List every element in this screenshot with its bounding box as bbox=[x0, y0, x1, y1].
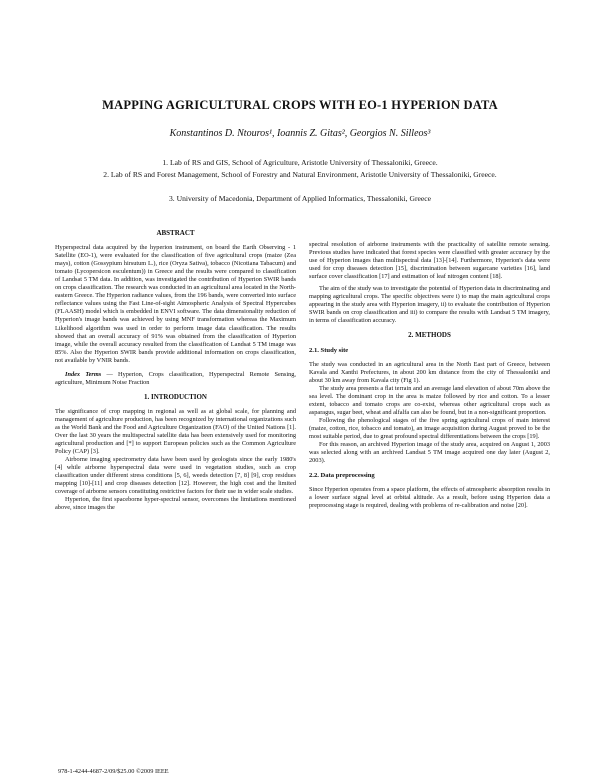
intro-continued-paragraph-2: The aim of the study was to investigate the potential of Hyperion data in discriminating and mapping agricultural crops. The specific objectives were i) to map the main agricultural crops appearing in the study area with Hyperion imagery, ii) to evaluate the contribution of Hyperion SWIR bands on crop classification and iii) to compare the results with Landsat 5 TM imagery, in terms of classification accuracy. bbox=[309, 285, 551, 325]
intro-paragraph-1: The significance of crop mapping in regional as well as at global scale, for planning and management of agriculture production, has been recognized by international organizations such as the World Bank and the Food and Agriculture Organization (FAO) of the United Nations [1]. Over the last 30 years the multispectral satellite data has been extensively used for monitoring agricultural production and [*] to support European policies such as the Common Agriculture Policy (CAP) [3]. bbox=[55, 407, 296, 456]
study-site-paragraph-4: For this reason, an archived Hyperion image of the study area, acquired on August 1, 2003 was selected along with an archived Landsat 5 TM image acquired one day later (August 2, 2003). bbox=[309, 441, 550, 465]
paper-title: MAPPING AGRICULTURAL CROPS WITH EO-1 HYPERION DATA bbox=[102, 98, 498, 112]
affiliation-3: 3. University of Macedonia, Department of Applied Informatics, Thessaloniki, Greece bbox=[169, 194, 431, 203]
study-site-paragraph-3: Following the phenological stages of the five spring agricultural crops of main interest (maize, cotton, rice, tobacco and tomato), an image acquisition during August proved to be the most suitable period, due to great profound spectral differentiations between the crops [19]. bbox=[309, 416, 550, 440]
left-column bbox=[55, 223, 296, 513]
abstract-text: Hyperspectral data acquired by the hyperion instrument, on board the Earth Observing - 1 Satellite (EO-1), were evaluated for the classification of five agricultural crops (maize (Zea mays), cotton (Gossypium hirsutum L.), rice (Oryza Sativa), tobacco (Nicotiana Tabacum) and tomato (Lycopersicon esculentum)) in Greece and the results were compared to classification of Landsat 5 TM data. In addition, was investigated the contribution of Hyperion SWIR bands on crops classification. The research was conducted in an agricultural area located in the North-eastern Greece. The Hyperion radiance values, from the 196 bands, were converted into surface reflectance values using the Fast Line-of-sight Atmospheric Analysis of Spectral Hypercubes (FLAASH) model which is embedded in ENVI software. The data dimensionality reduction of Hyperion's image bands was achieved by using MNF transformation whereas the Maximum Likelihood algorithm was used in order to perform image data classification. The results showed that an overall accuracy of 91% was obtained from the classification of Hyperion image, while the overall accuracy resulted from the classification of Landsat 5 TM image was 85%. Also the Hyperion SWIR bands provide additional information on crops classification, not available by VNIR bands. bbox=[55, 244, 296, 364]
intro-continued-paragraph-1: spectral resolution of airborne instruments with the practicality of satellite remote sensing. Previous studies have indicated that forest species were classified with greater accuracy by the use of Hyperion images than multispectral data [13]-[14]. Furthermore, Hyperion's data were used for crop diseases detection [15], discrimination between sugarcane varieties [16], land surface cover classification [17] and estimation of leaf nitrogen content [18]. bbox=[309, 241, 550, 281]
author-list: Konstantinos D. Ntouros¹, Ioannis Z. Gitas², Georgios N. Silleos³ bbox=[169, 128, 431, 139]
affiliation-1: 1. Lab of RS and GIS, School of Agriculture, Aristotle University of Thessaloniki, Greece. bbox=[162, 158, 438, 167]
affiliation-2: 2. Lab of RS and Forest Management, School of Forestry and Natural Environment, Aristotle University of Thessaloniki, Greece. bbox=[103, 170, 497, 179]
index-terms-label: Index Terms bbox=[65, 370, 102, 378]
methods-heading: 2. METHODS bbox=[408, 331, 451, 340]
abstract-heading: ABSTRACT bbox=[156, 229, 195, 237]
data-preprocessing-heading: 2.2. Data preprocessing bbox=[309, 472, 375, 480]
introduction-heading: 1. INTRODUCTION bbox=[143, 392, 207, 401]
right-column bbox=[309, 241, 550, 510]
study-site-heading: 2.1. Study site bbox=[309, 346, 349, 354]
intro-paragraph-3: Hyperion, the first spaceborne hyper-spectral sensor, overcomes the limitations mentioned above, since images the bbox=[55, 496, 296, 512]
study-site-paragraph-2: The study area presents a flat terrain and an average land elevation of about 70m above the sea level. The dominant crop in the area is maize followed by rice and cotton. To a lesser extent, tobacco and tomato crops are co-exist, whereas other agricultural crops such as asparagus, sugar beet, wheat and alfalfa can also be found, but in a non-significant proportion. bbox=[309, 384, 550, 416]
data-preprocessing-paragraph: Since Hyperion operates from a space platform, the effects of atmospheric absorption results in a lower surface signal level at orbital altitude. As a result, before using Hyperion data a preprocessing stage is required, dealing with problems of re-calibration and noise [20]. bbox=[309, 486, 550, 510]
index-terms bbox=[55, 371, 296, 387]
index-terms-text: — Hyperion, Crops classification, Hyperspectral Remote Sensing, agriculture, Minimum Noise Fraction bbox=[55, 370, 296, 386]
study-site-paragraph-1: The study was conducted in an agricultural area in the North East part of Greece, between Kavala and Xanthi Prefectures, in about 200 km distance from the city of Thessaloniki and about 30 km away from Kavala city (Fig 1). bbox=[309, 360, 550, 384]
intro-paragraph-2: Airborne imaging spectrometry data have been used by geologists since the early 1980's [4] while airborne hyperspectral data were used in vegetation studies, such as crop classification under different stress conditions [5, 6], weeds detection [7, 8] [9], crop residues mapping [10]-[11] and crop diseases detection [12]. However, the high cost and the limited coverage of airborne sensors constituting restrictive factors for their use in wider scale studies. bbox=[55, 456, 296, 496]
copyright-footer: 978-1-4244-4687-2/09/$25.00 ©2009 IEEE bbox=[58, 768, 169, 775]
